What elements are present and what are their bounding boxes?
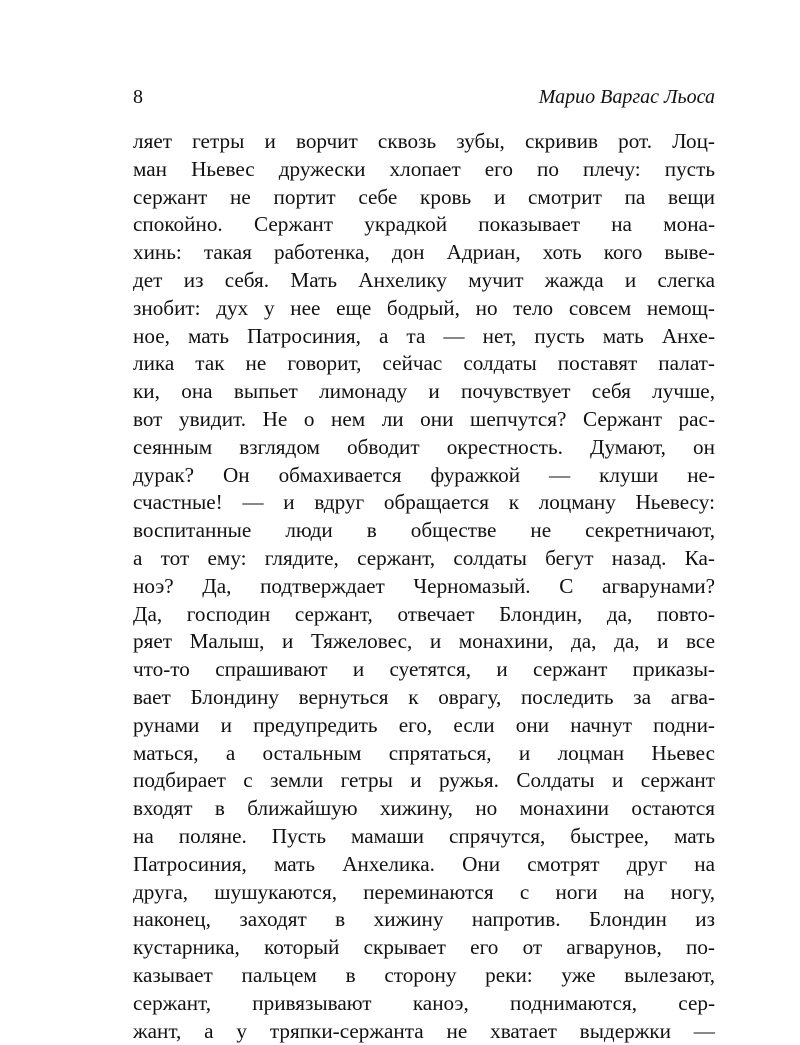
text-line: рунами и предупредить его, если они начнут подни- — [133, 712, 715, 740]
text-line: ки, она выпьет лимонаду и почувствует себя лучше, — [133, 378, 715, 406]
text-line: наконец, заходят в хижину напротив. Блондин из — [133, 906, 715, 934]
text-line: жант, а у тряпки-сержанта не хватает выдержки — — [133, 1018, 715, 1045]
text-line: а тот ему: глядите, сержант, солдаты бегут назад. Ка- — [133, 545, 715, 573]
text-line: ман Ньевес дружески хлопает его по плечу: пусть — [133, 156, 715, 184]
text-line: друга, шушукаются, переминаются с ноги на ногу, — [133, 879, 715, 907]
text-line: вот увидит. Не о нем ли они шепчутся? Сержант рас- — [133, 406, 715, 434]
text-line: ляет гетры и ворчит сквозь зубы, скривив рот. Лоц- — [133, 128, 715, 156]
text-line: спокойно. Сержант украдкой показывает на мона- — [133, 211, 715, 239]
text-line: что-то спрашивают и суетятся, и сержант приказы- — [133, 656, 715, 684]
text-line: лика так не говорит, сейчас солдаты поставят палат- — [133, 350, 715, 378]
text-line: на поляне. Пусть мамаши спрячутся, быстрее, мать — [133, 823, 715, 851]
text-line: ряет Малыш, и Тяжеловес, и монахини, да, да, и все — [133, 628, 715, 656]
text-line: дурак? Он обмахивается фуражкой — клуши не- — [133, 462, 715, 490]
text-line: знобит: дух у нее еще бодрый, но тело совсем немощ- — [133, 295, 715, 323]
text-line: казывает пальцем в сторону реки: уже вылезают, — [133, 962, 715, 990]
text-line: сержант не портит себе кровь и смотрит па вещи — [133, 184, 715, 212]
text-line: воспитанные люди в обществе не секретничают, — [133, 517, 715, 545]
page-number: 8 — [133, 82, 143, 112]
page-header — [133, 82, 715, 112]
text-line: маться, а остальным спрятаться, и лоцман Ньевес — [133, 740, 715, 768]
text-line: вает Блондину вернуться к оврагу, последить за агва- — [133, 684, 715, 712]
text-line: ноэ? Да, подтверждает Черномазый. С агварунами? — [133, 573, 715, 601]
text-line: сержант, привязывают каноэ, поднимаются, сер- — [133, 990, 715, 1018]
running-head-author: Марио Варгас Льоса — [539, 82, 715, 112]
text-line: кустарника, который скрывает его от агварунов, по- — [133, 934, 715, 962]
text-line: хинь: такая работенка, дон Адриан, хоть кого выве- — [133, 239, 715, 267]
text-line: Патросиния, мать Анхелика. Они смотрят друг на — [133, 851, 715, 879]
text-line: сеянным взглядом обводит окрестность. Думают, он — [133, 434, 715, 462]
text-line: дет из себя. Мать Анхелику мучит жажда и слегка — [133, 267, 715, 295]
text-line: Да, господин сержант, отвечает Блондин, да, повто- — [133, 601, 715, 629]
text-line: ное, мать Патросиния, а та — нет, пусть мать Анхе- — [133, 323, 715, 351]
text-line: счастные! — и вдруг обращается к лоцману Ньевесу: — [133, 489, 715, 517]
text-line: подбирает с земли гетры и ружья. Солдаты и сержант — [133, 767, 715, 795]
text-line: входят в ближайшую хижину, но монахини остаются — [133, 795, 715, 823]
body-text — [133, 128, 715, 1045]
